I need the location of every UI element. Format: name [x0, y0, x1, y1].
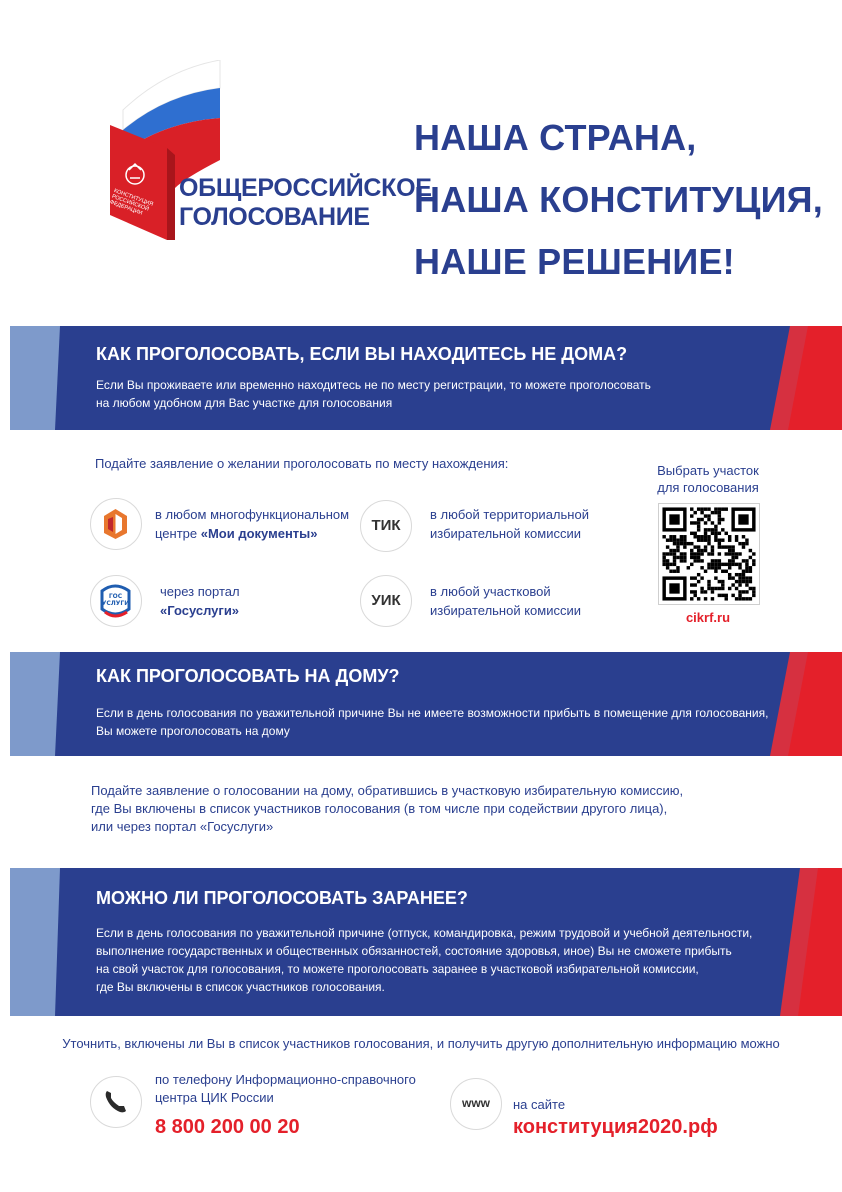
emblem-text: КОНСТИТУЦИЯ РОССИЙСКОЙ ФЕДЕРАЦИИ [108, 188, 154, 217]
headline-line: НАША КОНСТИТУЦИЯ, [414, 179, 823, 220]
section2-banner [0, 652, 842, 756]
site-link[interactable]: конституция2020.рф [513, 1116, 718, 1138]
tik-icon: ТИК [360, 500, 412, 552]
option-uik: в любой участковой избирательной комиссии [430, 584, 581, 618]
qr-caption: Выбрать участок для голосования [657, 463, 759, 495]
vote-logo [105, 60, 432, 250]
section1-description: Если Вы проживаете или временно находитесь не по месту регистрации, то можете проголосовать на любом удобном для Вас участке для голосования [96, 378, 651, 410]
headline [414, 108, 823, 294]
section3-title: МОЖНО ЛИ ПРОГОЛОСОВАТЬ ЗАРАНЕЕ? [96, 888, 468, 908]
cikrf-link[interactable]: cikrf.ru [685, 610, 731, 625]
headline-line: НАШЕ РЕШЕНИЕ! [414, 241, 735, 282]
qr-code[interactable] [658, 503, 760, 605]
option-tik: в любой территориальной избирательной комиссии [430, 507, 589, 541]
option-gosuslugi: через портал «Госуслуги» [160, 584, 240, 618]
svg-text:ГОС: ГОС [108, 593, 123, 600]
logo-title: ОБЩЕРОССИЙСКОЕ ГОЛОСОВАНИЕ [179, 174, 432, 231]
section3-description: Если в день голосования по уважительной причине (отпуск, командировка, режим трудовой и учебной деятельности, выполнение государственных и общественных обязанностей, состояние здоровья, иное) Вы не сможете прибыть на свой участок для голосования, то можете проголосовать заранее в участковой избирательной комиссии, где Вы включены в список участников голосования. [96, 926, 753, 994]
section2-title: КАК ПРОГОЛОСОВАТЬ НА ДОМУ? [96, 666, 400, 686]
site-label: на сайте [513, 1097, 566, 1112]
section2-body: Подайте заявление о голосовании на дому, обратившись в участковую избирательную комиссию, где Вы включены в список участников голосования (в том числе при содействии другого лица), или через портал «Госуслуги» [91, 783, 684, 834]
svg-text:УСЛУГИ: УСЛУГИ [101, 600, 130, 607]
www-icon: www [450, 1078, 502, 1130]
footer-note: Уточнить, включены ли Вы в список участников голосования, и получить другую дополнительную информацию можно [62, 1036, 780, 1051]
section1-title: КАК ПРОГОЛОСОВАТЬ, ЕСЛИ ВЫ НАХОДИТЕСЬ НЕ ДОМА? [96, 344, 628, 364]
section1-intro: Подайте заявление о желании проголосовать по месту нахождения: [95, 456, 509, 471]
section1-banner [0, 326, 842, 430]
mfc-icon [90, 498, 142, 550]
section3-banner [0, 868, 842, 1016]
gosuslugi-icon [90, 575, 142, 627]
phone-label: по телефону Информационно-справочного центра ЦИК России [155, 1072, 416, 1105]
section2-description: Если в день голосования по уважительной причине Вы не имеете возможности прибыть в помещение для голосования, Вы можете проголосовать на дому [96, 706, 769, 738]
phone-number[interactable]: 8 800 200 00 20 [155, 1116, 300, 1138]
phone-icon [90, 1076, 142, 1128]
headline-line: НАША СТРАНА, [414, 117, 697, 158]
uik-icon: УИК [360, 575, 412, 627]
option-mfc: в любом многофункциональном центре «Мои документы» [155, 507, 350, 541]
